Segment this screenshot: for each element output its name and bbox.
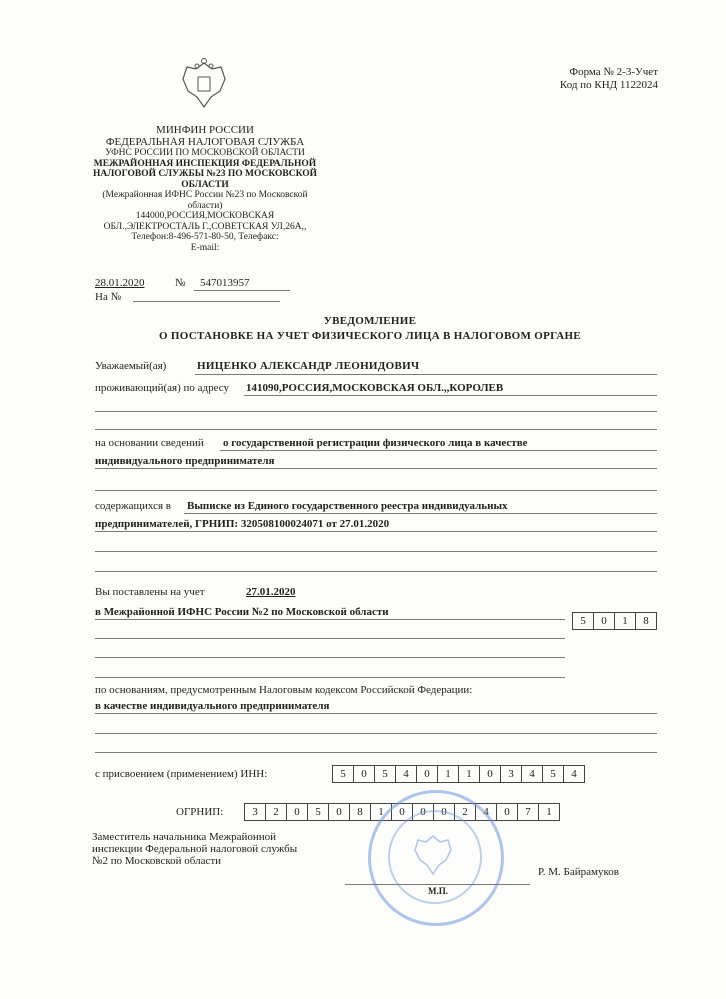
inn-digit: 4 bbox=[395, 765, 416, 783]
doc-number: 547013957 bbox=[200, 277, 250, 289]
ogrnip-digit: 0 bbox=[286, 803, 307, 821]
basis-line-1: о государственной регистрации физического лица в качестве bbox=[223, 437, 528, 449]
stamp-emblem-icon bbox=[410, 832, 456, 883]
inn-digit: 5 bbox=[542, 765, 563, 783]
signatory-title bbox=[92, 831, 297, 867]
code-digit: 1 bbox=[614, 612, 635, 630]
inn-digit: 1 bbox=[458, 765, 479, 783]
registration-label: Вы поставлены на учет bbox=[95, 586, 205, 598]
signatory-line-1: Заместитель начальника Межрайонной bbox=[92, 831, 277, 843]
inn-digit: 5 bbox=[374, 765, 395, 783]
person-address: 141090,РОССИЯ,МОСКОВСКАЯ ОБЛ.,,КОРОЛЕВ bbox=[246, 382, 504, 394]
authority-inspection-1: МЕЖРАЙОННАЯ ИНСПЕКЦИЯ ФЕДЕРАЛЬНОЙ bbox=[93, 158, 317, 169]
inn-digit: 3 bbox=[500, 765, 521, 783]
knd-code: Код по КНД 1122024 bbox=[559, 79, 658, 91]
inn-cells bbox=[332, 765, 585, 783]
ogrnip-digit: 0 bbox=[496, 803, 517, 821]
salutation: Уважаемый(ая) bbox=[95, 360, 167, 372]
inn-digit: 4 bbox=[563, 765, 585, 783]
authority-short-2: области) bbox=[187, 200, 223, 211]
authority-address-1: 144000,РОССИЯ,МОСКОВСКАЯ bbox=[135, 211, 275, 221]
reply-number-label: На № bbox=[95, 291, 122, 303]
code-digit: 0 bbox=[593, 612, 614, 630]
inn-label: с присвоением (применением) ИНН: bbox=[95, 768, 268, 780]
authority-service: ФЕДЕРАЛЬНАЯ НАЛОГОВАЯ СЛУЖБА bbox=[105, 135, 305, 148]
inn-digit: 0 bbox=[416, 765, 437, 783]
ogrnip-digit: 3 bbox=[244, 803, 265, 821]
authority-ufns: УФНС РОССИИ ПО МОСКОВСКОЙ ОБЛАСТИ bbox=[105, 148, 305, 158]
coat-of-arms-icon bbox=[175, 57, 233, 113]
grounds-label: по основаниям, предусмотренным Налоговым кодексом Российской Федерации: bbox=[95, 684, 473, 696]
authority-email: E-mail: bbox=[190, 242, 220, 253]
authority-inspection-3: ОБЛАСТИ bbox=[181, 179, 229, 190]
ogrnip-digit: 0 bbox=[328, 803, 349, 821]
code-digit: 8 bbox=[635, 612, 657, 630]
inn-digit: 1 bbox=[437, 765, 458, 783]
grounds-value: в качестве индивидуального предпринимателя bbox=[95, 700, 330, 712]
inn-digit: 0 bbox=[353, 765, 374, 783]
form-number: Форма № 2-3-Учет bbox=[569, 66, 658, 78]
ogrnip-digit: 0 bbox=[412, 803, 433, 821]
document-title bbox=[90, 314, 650, 344]
inn-digit: 4 bbox=[521, 765, 542, 783]
address-label: проживающий(ая) по адресу bbox=[95, 382, 230, 394]
code-digit: 5 bbox=[572, 612, 593, 630]
signatory-line-2: инспекции Федеральной налоговой службы bbox=[92, 843, 298, 855]
authority-address-2: ОБЛ.,ЭЛЕКТРОСТАЛЬ Г.,СОВЕТСКАЯ УЛ,26А,, bbox=[103, 221, 307, 232]
authority-short-1: (Межрайонная ИФНС России №23 по Московской bbox=[102, 190, 308, 200]
registration-office: в Межрайонной ИФНС России №2 по Московской области bbox=[95, 606, 389, 618]
registration-date: 27.01.2020 bbox=[246, 586, 296, 598]
basis-label: на основании сведений bbox=[95, 437, 204, 449]
source-line-2: предпринимателей, ГРНИП: 320508100024071 от 27.01.2020 bbox=[95, 518, 390, 530]
ogrnip-digit: 8 bbox=[349, 803, 370, 821]
source-line-1: Выписке из Единого государственного реестра индивидуальных bbox=[187, 500, 508, 512]
tax-office-code bbox=[572, 612, 657, 630]
ogrnip-digit: 1 bbox=[538, 803, 560, 821]
doc-date: 28.01.2020 bbox=[95, 277, 145, 289]
ogrnip-digit: 2 bbox=[265, 803, 286, 821]
ogrnip-digit: 7 bbox=[517, 803, 538, 821]
inn-digit: 5 bbox=[332, 765, 353, 783]
title-line-2: О ПОСТАНОВКЕ НА УЧЕТ ФИЗИЧЕСКОГО ЛИЦА В НАЛОГОВОМ ОРГАНЕ bbox=[159, 330, 581, 342]
source-label: содержащихся в bbox=[95, 500, 171, 512]
ogrnip-digit: 4 bbox=[475, 803, 496, 821]
ogrnip-digit: 0 bbox=[433, 803, 454, 821]
basis-line-2: индивидуального предпринимателя bbox=[95, 455, 275, 467]
title-line-1: УВЕДОМЛЕНИЕ bbox=[323, 315, 417, 327]
ogrnip-label: ОГРНИП: bbox=[176, 806, 224, 818]
signatory-line-3: №2 по Московской области bbox=[92, 855, 222, 867]
inn-digit: 0 bbox=[479, 765, 500, 783]
authority-phone: Телефон:8-496-571-80-50, Телефакс: bbox=[131, 232, 279, 242]
doc-number-label: № bbox=[175, 277, 186, 289]
signer-name: Р. М. Байрамуков bbox=[538, 866, 619, 878]
ogrnip-digit: 1 bbox=[370, 803, 391, 821]
ogrnip-digit: 5 bbox=[307, 803, 328, 821]
ogrnip-digit: 0 bbox=[391, 803, 412, 821]
ogrnip-digit: 2 bbox=[454, 803, 475, 821]
seal-place-label: М.П. bbox=[428, 886, 448, 896]
authority-ministry: МИНФИН РОССИИ bbox=[156, 124, 254, 136]
person-name: НИЦЕНКО АЛЕКСАНДР ЛЕОНИДОВИЧ bbox=[197, 360, 420, 372]
authority-header bbox=[85, 125, 325, 253]
authority-inspection-2: НАЛОГОВОЙ СЛУЖБЫ №23 ПО МОСКОВСКОЙ bbox=[92, 169, 318, 179]
